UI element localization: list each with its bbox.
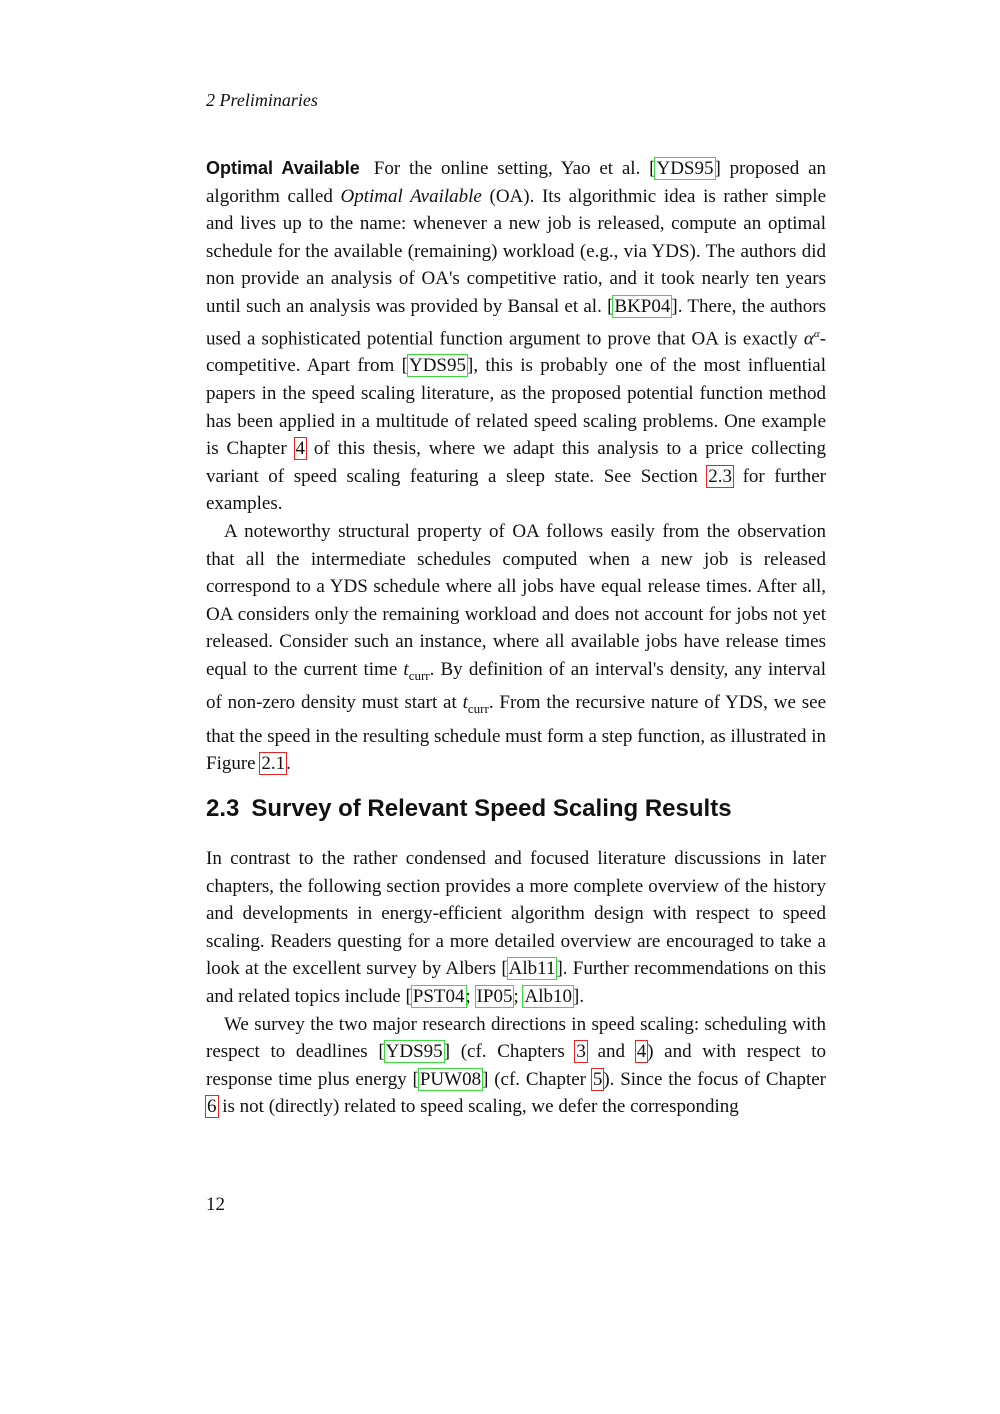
citation-ip05[interactable]: IP05 bbox=[476, 985, 513, 1007]
crossref-chapter-3[interactable]: 3 bbox=[576, 1041, 586, 1063]
citation-bkp04[interactable]: BKP04 bbox=[614, 295, 671, 317]
citation-puw08[interactable]: PUW08 bbox=[419, 1068, 482, 1090]
t-curr-subscript: curr bbox=[408, 667, 430, 683]
crossref-chapter-4[interactable]: 4 bbox=[295, 438, 306, 460]
crossref-chapter-5[interactable]: 5 bbox=[592, 1068, 603, 1090]
paragraph-title: Optimal Available bbox=[206, 158, 360, 178]
running-head: 2 Preliminaries bbox=[206, 90, 318, 110]
crossref-figure-2-1[interactable]: 2.1 bbox=[261, 753, 286, 775]
t-curr-variable: t bbox=[462, 692, 468, 714]
survey-section-body bbox=[206, 845, 826, 1121]
section-heading bbox=[206, 795, 732, 823]
citation-alb11[interactable]: Alb11 bbox=[508, 958, 556, 980]
paragraph-survey-2: We survey the two major research directions in speed scaling: scheduling with respect to deadlines [YDS95] (cf. Chapters 3 and 4) and with respect to response time plus energy [PUW08] (cf. Chapter 5). Since the focus of Chapter 6 is not (directly) related to speed scaling, we defer the corresponding bbox=[206, 1013, 826, 1118]
crossref-section-2-3[interactable]: 2.3 bbox=[708, 465, 733, 487]
algorithm-name: Optimal Available bbox=[340, 185, 482, 207]
crossref-chapter-6[interactable]: 6 bbox=[207, 1096, 217, 1118]
paragraph-oa-2: A noteworthy structural property of OA follows easily from the observation that all the intermediate schedules computed when a new job is released correspond to a YDS schedule where all jobs have equal release times. After all, OA considers only the remaining workload and does not account for jobs not yet released. Consider such an instance, where all available jobs have release times equal to the current time $t_{curr}$. By definition of an interval's density, any interval of non-zero density must start at $t_{curr}$. From the recursive nature of YDS, we see that the speed in the resulting schedule must form a step function, as illustrated in Figure 2.1. bbox=[206, 521, 827, 775]
citation-yds95[interactable]: YDS95 bbox=[656, 158, 714, 179]
t-curr-subscript: curr bbox=[467, 701, 489, 717]
paragraph-oa-1: Optimal Available For the online setting, Yao et al. [YDS95] proposed an algorithm called Optimal Available (OA). Its algorithmic idea is rather simple and lives up to the name: whenever a new job is released, compute an optimal schedule for the available (remaining) workload (e.g., via YDS). The authors did non provide an analysis of OA's competitive ratio, and it took nearly ten years until such an analysis was provided by Bansal et al. [BKP04]. There, the authors used a sophisticated potential function argument to prove that OA is exactly $\alpha^\alpha$-competitive. Apart from [YDS95], this is probably one of the most influential papers in the speed scaling literature, as the proposed potential function method has been applied in a multitude of related speed scaling problems. One example is Chapter 4 of this thesis, where we adapt this analysis to a price collecting variant of speed scaling featuring a sleep state. See Section 2.3 for further examples. bbox=[206, 158, 827, 515]
citation-yds95[interactable]: YDS95 bbox=[408, 355, 466, 377]
alpha-exponent: α bbox=[813, 327, 820, 340]
citation-pst04[interactable]: PST04 bbox=[412, 985, 465, 1007]
t-curr-variable: t bbox=[403, 659, 409, 681]
alpha-symbol: α bbox=[803, 327, 814, 349]
page-number: 12 bbox=[206, 1194, 225, 1215]
section-title: Survey of Relevant Speed Scaling Results bbox=[251, 795, 732, 822]
optimal-available-section bbox=[206, 155, 826, 778]
citation-yds95[interactable]: YDS95 bbox=[385, 1041, 443, 1063]
section-number: 2.3 bbox=[206, 795, 240, 822]
paragraph-survey-1: In contrast to the rather condensed and focused literature discussions in later chapters, the following section provides a more complete overview of the history and developments in energy-efficient algorithm design with respect to speed scaling. Readers questing for a more detailed overview are encouraged to take a look at the excellent survey by Albers [Alb11]. Further recommendations on this and related topics include [PST04; IP05; Alb10]. bbox=[206, 848, 826, 1007]
crossref-chapter-4[interactable]: 4 bbox=[636, 1041, 647, 1063]
citation-alb10[interactable]: Alb10 bbox=[524, 985, 572, 1007]
